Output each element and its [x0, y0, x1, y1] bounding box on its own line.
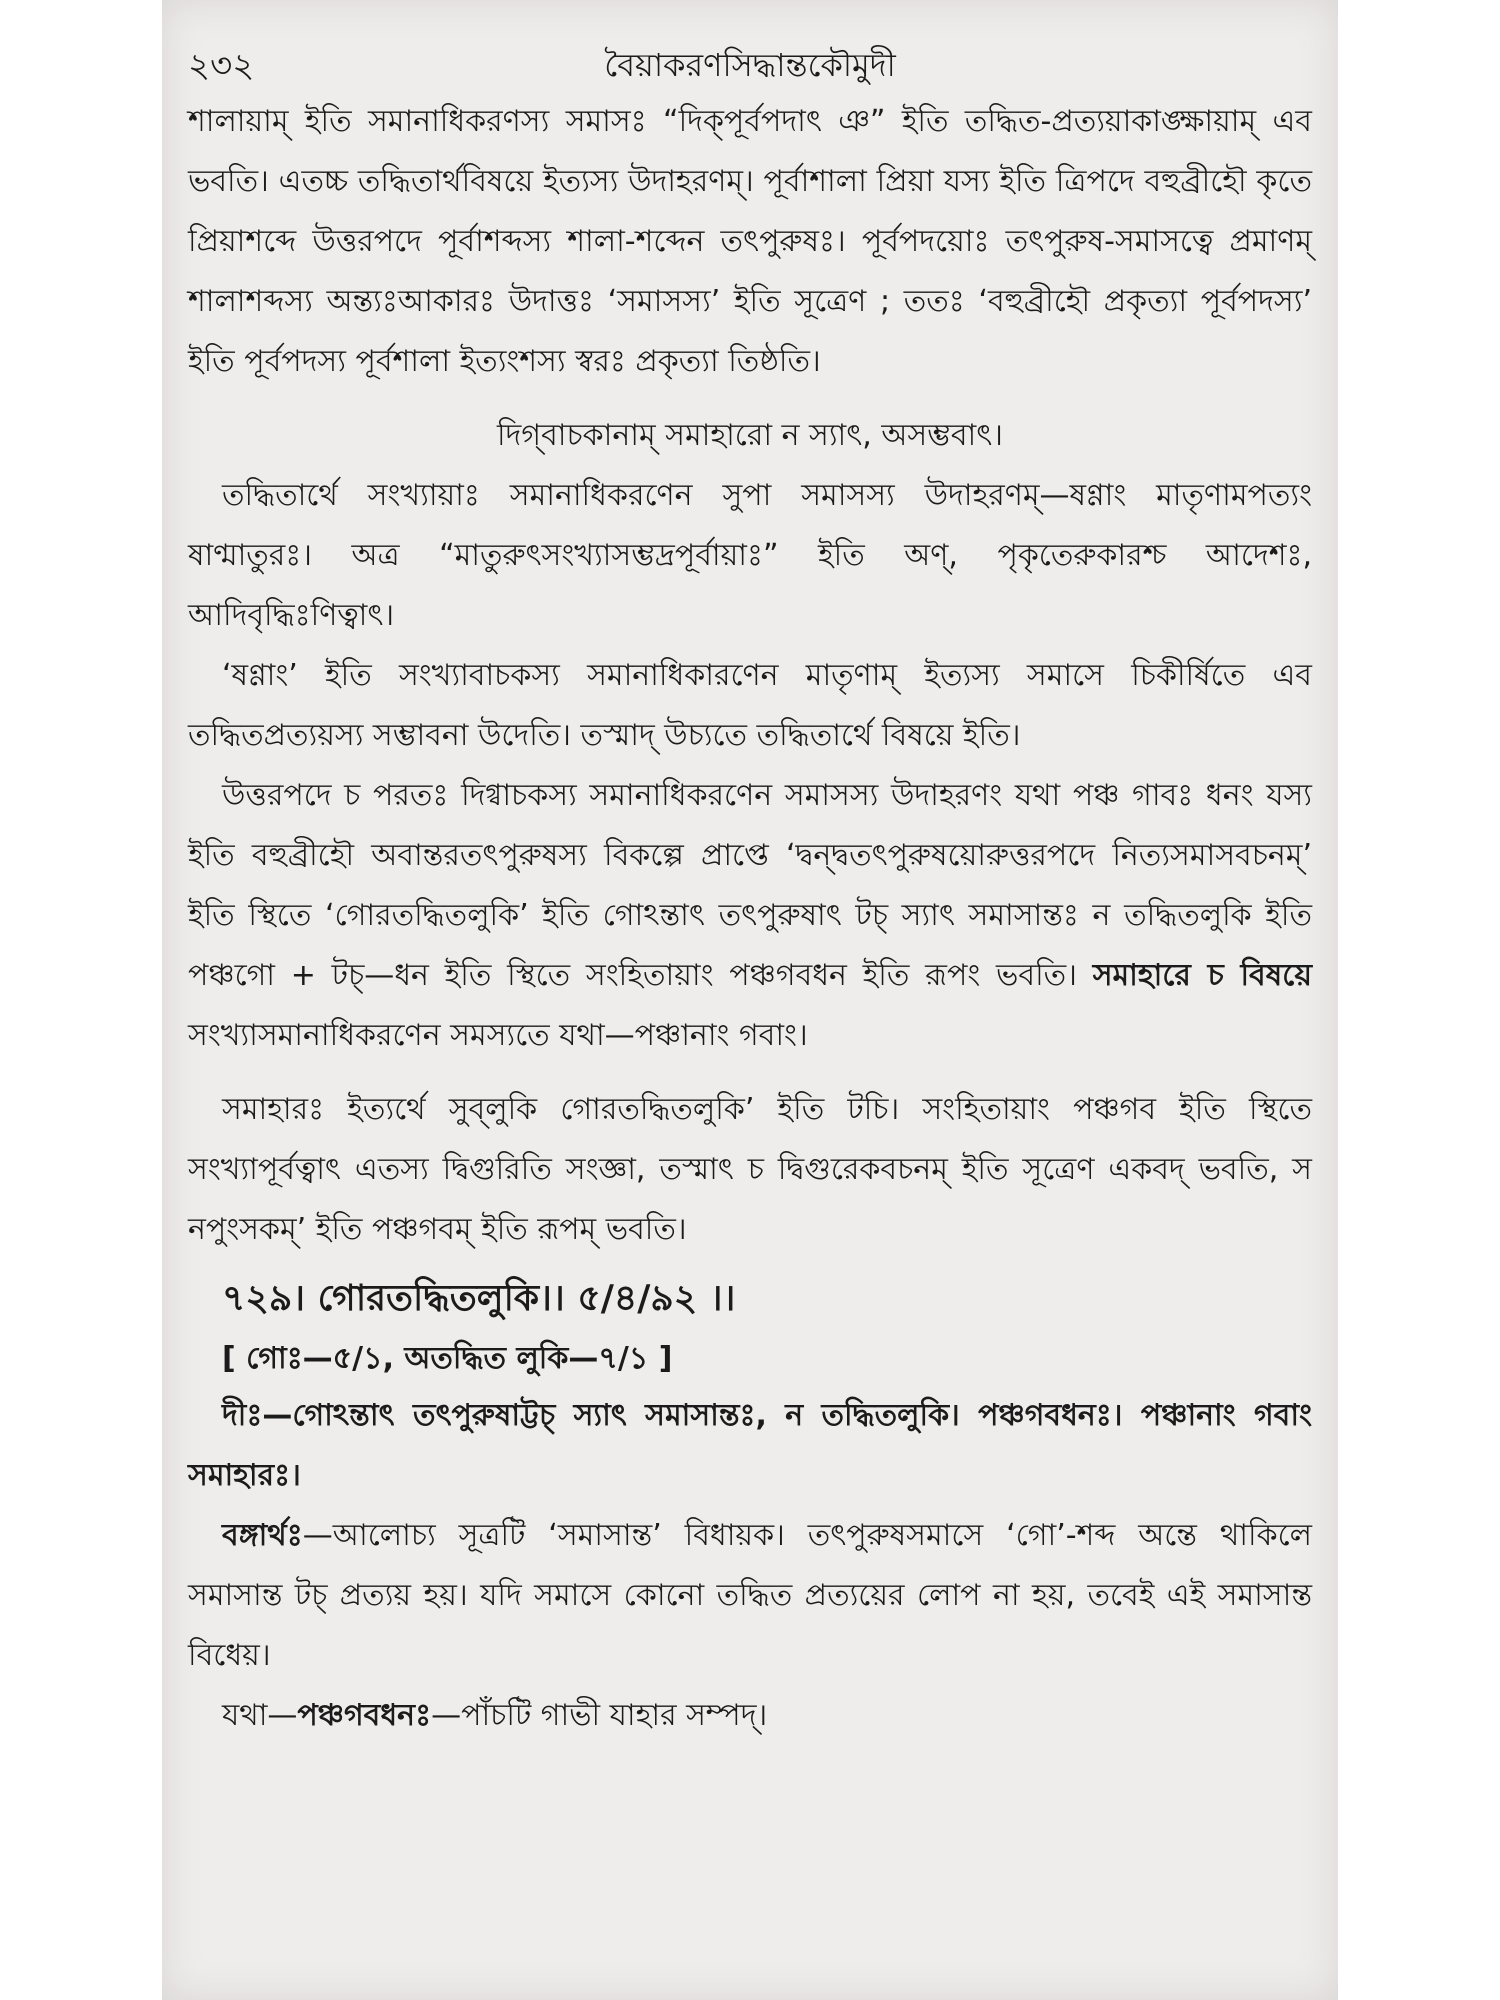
example-prefix: যথা— — [222, 1698, 298, 1733]
sutra-bangartha — [188, 1506, 1312, 1686]
paragraph-5-text: উত্তরপদে চ পরতঃ দিগ্বাচকস্য সমানাধিকরণেন সমাসস্য উদাহরণং যথা পঞ্চ গাবঃ ধনং যস্য ইতি বহুব্রীহৌ অবান্তরতৎপুরুষস্য বিকল্পে প্রাপ্তে ‘দ্বন্দ্বতৎপুরুষয়োরুত্তরপদে নিত্যসমাসবচনম্’ ইতি স্থিতে ‘গোরতদ্ধিতলুকি’ ইতি গোঽন্তাৎ তৎপুরুষাৎ টচ্ স্যাৎ সমাসান্তঃ ন তদ্ধিতলুকি ইতি পঞ্চগো + টচ্—ধন ইতি স্থিতে সংহিতায়াং পঞ্চগবধন ইতি রূপং ভবতি। — [188, 778, 1312, 993]
sutra-anuvritti: [ গোঃ—৫/১, অতদ্ধিত লুকি—৭/১ ] — [222, 1341, 673, 1376]
bangartha-label: বঙ্গার্থঃ — [222, 1518, 303, 1553]
dipika-text: গোঽন্তাৎ তৎপুরুষাট্টচ্ স্যাৎ সমাসান্তঃ, ন তদ্ধিতলুকি। পঞ্চগবধনঃ। পঞ্চানাং গবাং সমাহারঃ। — [188, 1398, 1312, 1493]
running-title: বৈয়াকরণসিদ্ধান্তকৌমুদী — [604, 46, 896, 84]
paragraph-4: ‘ষণ্ণাং’ ইতি সংখ্যাবাচকস্য সমানাধিকারণেন মাতৃণাম্ ইত্যস্য সমাসে চিকীর্ষিতে এব তদ্ধিতপ্রত্যয়স্য সম্ভাবনা উদেতি। তস্মাদ্ উচ্যতে তদ্ধিতার্থে বিষয়ে ইতি। — [188, 658, 1312, 753]
dipika-label: দীঃ— — [222, 1398, 293, 1433]
example-bold: পঞ্চগবধনঃ — [297, 1698, 432, 1733]
page-content — [188, 40, 1312, 1746]
sutra-heading: ৭২৯। গোরতদ্ধিতলুকি।। ৫/৪/৯২ ।। — [222, 1278, 736, 1319]
sutra-example — [188, 1686, 1312, 1746]
book-page — [162, 0, 1338, 2000]
sutra-dipika — [188, 1386, 1312, 1506]
paragraph-5-bold: সমাহারে চ বিষয়ে — [1092, 958, 1312, 993]
page-number: ২৩২ — [188, 46, 255, 86]
paragraph-1: শালায়াম্ ইতি সমানাধিকরণস্য সমাসঃ “দিক্‌পূর্বপদাৎ ঞ” ইতি তদ্ধিত-প্রত্যয়াকাঙ্ক্ষায়াম্ এব ভবতি। এতচ্চ তদ্ধিতার্থবিষয়ে ইত্যস্য উদাহরণম্। পূর্বাশালা প্রিয়া যস্য ইতি ত্রিপদে বহুব্রীহৌ কৃতে প্রিয়াশব্দে উত্তরপদে পূর্বাশব্দস্য শালা-শব্দেন তৎপুরুষঃ। পূর্বপদয়োঃ তৎপুরুষ-সমাসত্বে প্রমাণম্ শালাশব্দস্য অন্ত্যঃআকারঃ উদাত্তঃ ‘সমাসস্য’ ইতি সূত্রেণ ; ততঃ ‘বহুব্রীহৌ প্রকৃত্যা পূর্বপদস্য’ ইতি পূর্বপদস্য পূর্বশালা ইত্যংশস্য স্বরঃ প্রকৃত্যা তিষ্ঠতি। — [188, 104, 1312, 379]
page-header — [188, 40, 1312, 92]
paragraph-5-tail: সংখ্যাসমানাধিকরণেন সমস্যতে যথা—পঞ্চানাং গবাং। — [188, 1018, 808, 1053]
paragraph-5 — [188, 766, 1312, 1066]
bangartha-text: —আলোচ্য সূত্রটি ‘সমাসান্ত’ বিধায়ক। তৎপুরুষসমাসে ‘গো’-শব্দ অন্তে থাকিলে সমাসান্ত টচ্ প্রত্যয় হয়। যদি সমাসে কোনো তদ্ধিত প্রত্যয়ের লোপ না হয়, তবেই এই সমাসান্ত বিধেয়। — [188, 1518, 1312, 1673]
paragraph-2: দিগ্‌বাচকানাম্ সমাহারো ন স্যাৎ, অসম্ভবাৎ। — [496, 418, 1004, 453]
paragraph-6: সমাহারঃ ইত্যর্থে সুব্‌লুকি গোরতদ্ধিতলুকি’ ইতি টচি। সংহিতায়াং পঞ্চগব ইতি স্থিতে সংখ্যাপূর্বত্বাৎ এতস্য দ্বিগুরিতি সংজ্ঞা, তস্মাৎ চ দ্বিগুরেকবচনম্ ইতি সূত্রেণ একবদ্ ভবতি, স নপুংসকম্’ ইতি পঞ্চগবম্ ইতি রূপম্ ভবতি। — [188, 1092, 1312, 1247]
paragraph-3: তদ্ধিতার্থে সংখ্যায়াঃ সমানাধিকরণেন সুপা সমাসস্য উদাহরণম্—ষণ্ণাং মাতৃণামপত্যং ষাণ্মাতুরঃ। অত্র “মাতুরুৎসংখ্যাসম্ভদ্রপূর্বায়াঃ” ইতি অণ্, পৃকৃতেরুকারশ্চ আদেশঃ, আদিবৃদ্ধিঃণিত্বাৎ। — [188, 478, 1312, 633]
example-tail: —পাঁচটি গাভী যাহার সম্পদ্। — [431, 1698, 768, 1733]
